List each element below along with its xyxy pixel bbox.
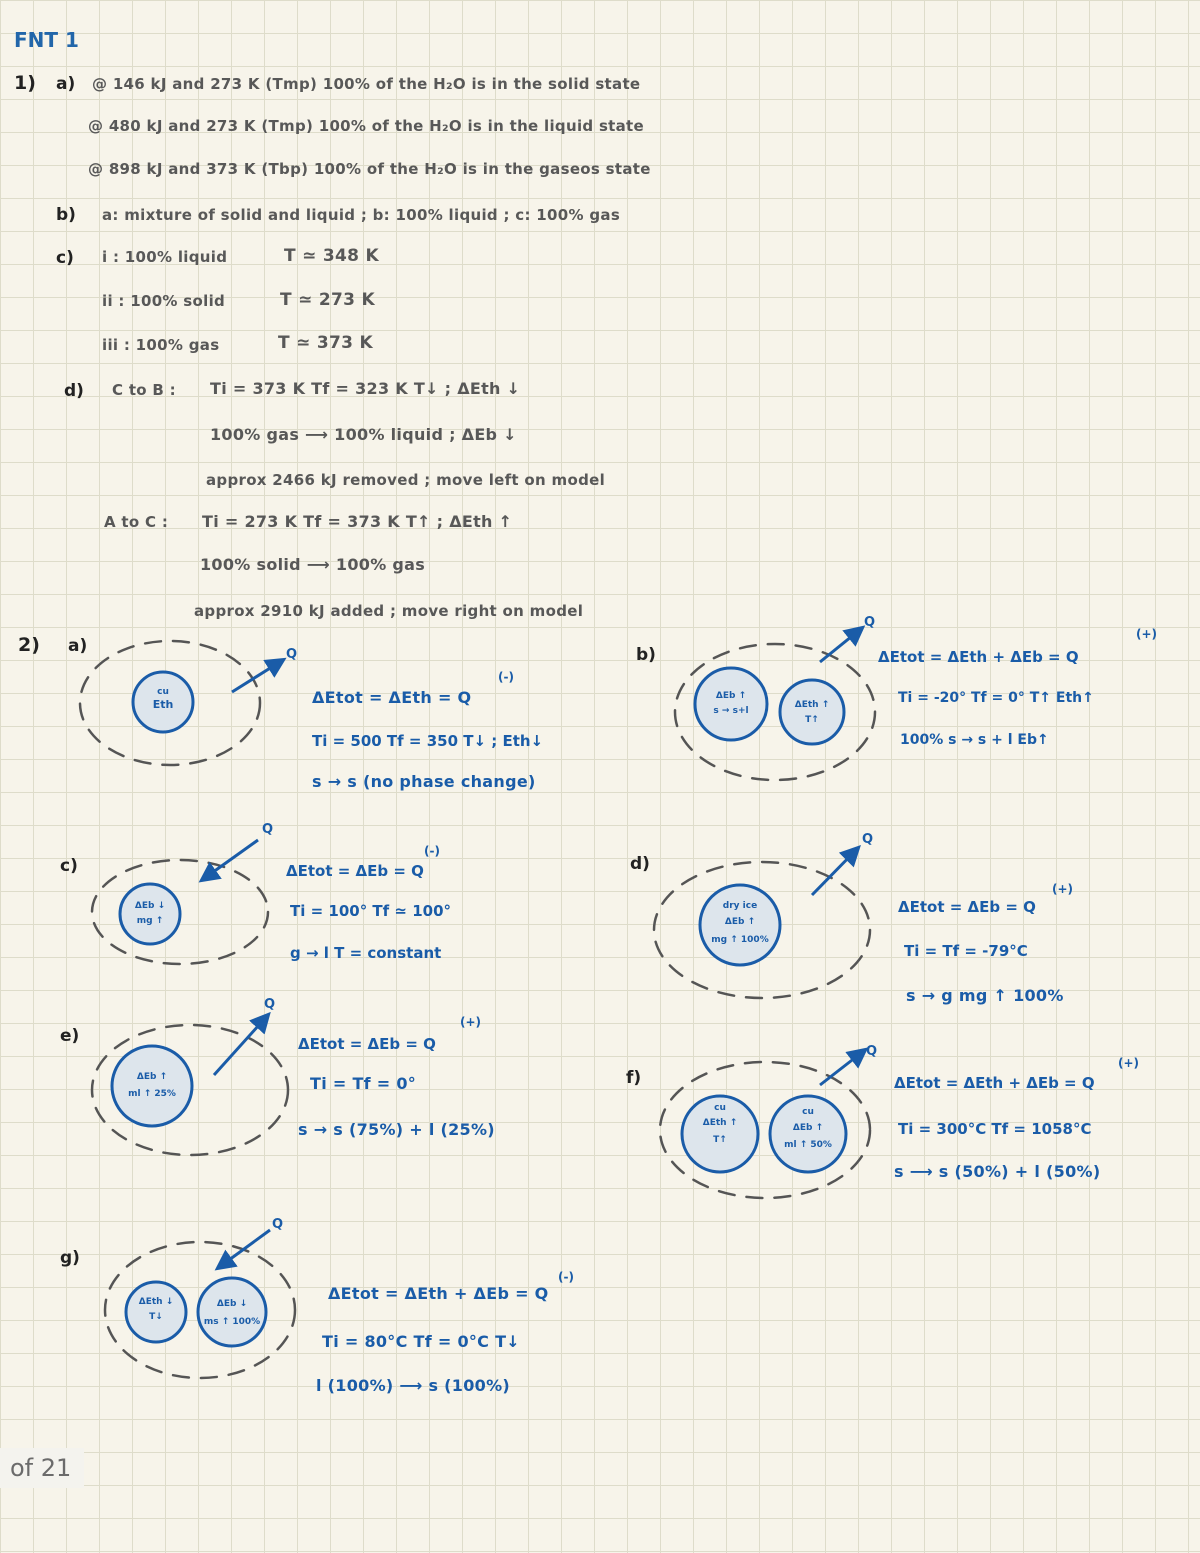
q2b-heat-arrow	[820, 628, 862, 662]
q2b-circle-1	[695, 668, 767, 740]
q2d-circle-text-2: ΔEb ↑	[724, 917, 756, 927]
q2d-heat-q-icon: Q	[862, 832, 874, 847]
q2b-circle-1-text-1: ΔEb ↑	[715, 691, 747, 701]
q2b-circle-2	[780, 680, 844, 744]
q2g-label: g)	[60, 1248, 80, 1268]
q2e-label: e)	[60, 1026, 80, 1046]
q2e-circle	[112, 1046, 192, 1126]
q2a-eq-1: ΔEtot = ΔEth = Q	[312, 688, 472, 707]
q2f-eq-1: ΔEtot = ΔEth + ΔEb = Q	[894, 1074, 1095, 1092]
q2c-circle-text-1: ΔEb ↓	[134, 901, 166, 911]
q2g-sign: (-)	[558, 1270, 574, 1284]
q2f-heat-q-icon: Q	[866, 1044, 878, 1059]
q2d-circle-text-1: dry ice	[722, 901, 758, 911]
q2f-circle-2-text-1: cu	[802, 1107, 814, 1117]
q1-number: 1)	[14, 72, 36, 94]
q2c-heat-arrow	[202, 840, 258, 880]
q1d-ac-line-1: Ti = 273 K Tf = 373 K T↑ ; ΔEth ↑	[202, 512, 513, 531]
q1c-label: c)	[56, 248, 74, 268]
q1c-row-3-id: iii : 100% gas	[102, 336, 220, 354]
q2b-eq-2: Ti = -20° Tf = 0° T↑ Eth↑	[898, 690, 1094, 706]
q2f-circle-1-text-1: cu	[714, 1103, 726, 1113]
q1a-line-3: @ 898 kJ and 373 K (Tbp) 100% of the H₂O is in the gaseos state	[88, 160, 651, 178]
q2f-circle-2-text-2: ΔEb ↑	[792, 1123, 824, 1133]
q1d-cb-line-1: Ti = 373 K Tf = 323 K T↓ ; ΔEth ↓	[210, 379, 521, 398]
q2c-label: c)	[60, 856, 78, 876]
q1d-cb-label: C to B :	[112, 381, 176, 399]
q2g-circle-2-text-2: ms ↑ 100%	[203, 1317, 261, 1327]
q1b-label: b)	[56, 205, 76, 225]
q1c-row-3-temp: T ≃ 373 K	[278, 333, 373, 353]
q2b-label: b)	[636, 645, 656, 665]
q1a-line-2: @ 480 kJ and 273 K (Tmp) 100% of the H₂O is in the liquid state	[88, 117, 645, 135]
q1d-ac-line-2: 100% solid ⟶ 100% gas	[200, 555, 426, 574]
q2f-eq-3: s ⟶ s (50%) + l (50%)	[894, 1162, 1101, 1181]
q2e-eq-3: s → s (75%) + l (25%)	[298, 1120, 495, 1139]
q1d-ac-line-3: approx 2910 kJ added ; move right on model	[194, 602, 584, 620]
q2b-eq-3: 100% s → s + l Eb↑	[900, 732, 1049, 748]
q1c-row-2-id: ii : 100% solid	[102, 292, 226, 310]
q2-number: 2)	[18, 634, 40, 656]
q2c-eq-2: Ti = 100° Tf ≃ 100°	[290, 902, 452, 920]
q2a-eq-2: Ti = 500 Tf = 350 T↓ ; Eth↓	[312, 732, 544, 750]
q2f-label: f)	[626, 1068, 642, 1088]
q1d-cb-line-3: approx 2466 kJ removed ; move left on model	[206, 471, 606, 489]
q2e-circle-text-2: ml ↑ 25%	[128, 1089, 176, 1099]
q2g-circle-2-text-1: ΔEb ↓	[216, 1299, 248, 1309]
q2e-eq-2: Ti = Tf = 0°	[310, 1074, 417, 1093]
q2c-circle	[120, 884, 180, 944]
q2a-sign: (-)	[498, 670, 514, 684]
q2g-circle-1-text-2: T↓	[149, 1312, 163, 1322]
q2a-label: a)	[68, 636, 88, 656]
q2b-circle-2-text-2: T↑	[805, 715, 819, 725]
q2f-circle-1-text-3: T↑	[713, 1135, 727, 1145]
q2a-eq-3: s → s (no phase change)	[312, 772, 536, 791]
q2b-eq-1: ΔEtot = ΔEth + ΔEb = Q	[878, 648, 1079, 666]
q2b-circle-1-text-2: s → s+l	[713, 706, 749, 716]
q1a-label: a)	[56, 74, 76, 94]
q2c-circle-text-2: mg ↑	[136, 916, 164, 926]
page-count-indicator: of 21	[0, 1448, 84, 1488]
q2e-sign: (+)	[460, 1015, 482, 1029]
q2f-circle-1-text-2: ΔEth ↑	[702, 1118, 738, 1128]
q1d-ac-label: A to C :	[104, 513, 169, 531]
q2d-label: d)	[630, 854, 650, 874]
q2d-sign: (+)	[1052, 882, 1074, 896]
q2b-sign: (+)	[1136, 627, 1158, 641]
page-title: FNT 1	[14, 28, 79, 52]
q2a-heat-q-icon: Q	[286, 647, 298, 662]
q1c-row-2-temp: T ≃ 273 K	[280, 290, 375, 310]
q2e-circle-text-1: ΔEb ↑	[136, 1072, 168, 1082]
q2f-sign: (+)	[1118, 1056, 1140, 1070]
q2g-circle-2	[198, 1278, 266, 1346]
q1b-text: a: mixture of solid and liquid ; b: 100% liquid ; c: 100% gas	[102, 206, 621, 224]
q1d-label: d)	[64, 381, 84, 401]
q2e-eq-1: ΔEtot = ΔEb = Q	[298, 1035, 436, 1053]
q2d-eq-1: ΔEtot = ΔEb = Q	[898, 898, 1036, 916]
q2g-heat-arrow	[218, 1230, 270, 1268]
q2d-eq-3: s → g mg ↑ 100%	[906, 986, 1064, 1005]
q1c-row-1-temp: T ≃ 348 K	[284, 246, 379, 266]
q2e-heat-q-icon: Q	[264, 997, 276, 1012]
q2d-circle-text-3: mg ↑ 100%	[711, 935, 769, 945]
q2c-sign: (-)	[424, 844, 440, 858]
q2g-circle-1-text-1: ΔEth ↓	[138, 1297, 174, 1307]
q2b-circle-2-text-1: ΔEth ↑	[794, 700, 830, 710]
q2b-heat-q-icon: Q	[864, 615, 876, 630]
q2g-eq-2: Ti = 80°C Tf = 0°C T↓	[322, 1332, 521, 1351]
q2d-eq-2: Ti = Tf = -79°C	[904, 942, 1028, 960]
q1c-row-1-id: i : 100% liquid	[102, 248, 228, 266]
q2c-eq-1: ΔEtot = ΔEb = Q	[286, 862, 424, 880]
q2g-heat-q-icon: Q	[272, 1217, 284, 1232]
q2g-eq-3: l (100%) ⟶ s (100%)	[316, 1376, 511, 1395]
q1a-line-1: @ 146 kJ and 273 K (Tmp) 100% of the H₂O is in the solid state	[92, 75, 641, 93]
q2f-circle-2-text-3: ml ↑ 50%	[784, 1140, 832, 1150]
q2a-circle-text-1: cu	[157, 687, 169, 697]
q2f-eq-2: Ti = 300°C Tf = 1058°C	[898, 1120, 1092, 1138]
q2a-circle-text-2: Eth	[152, 698, 174, 711]
q2c-heat-q-icon: Q	[262, 822, 274, 837]
q2g-eq-1: ΔEtot = ΔEth + ΔEb = Q	[328, 1284, 549, 1303]
q2c-eq-3: g → l T = constant	[290, 944, 442, 962]
q2f-heat-arrow	[820, 1050, 865, 1085]
q1d-cb-line-2: 100% gas ⟶ 100% liquid ; ΔEb ↓	[210, 425, 517, 444]
